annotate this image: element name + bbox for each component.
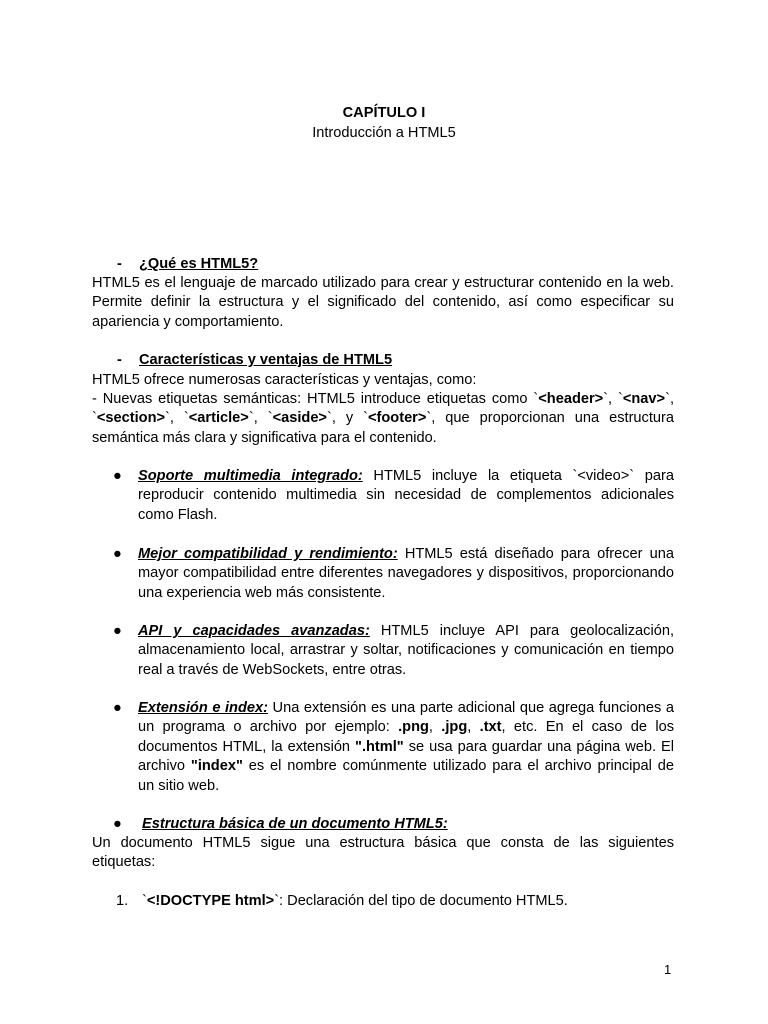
paragraph-features-intro: HTML5 ofrece numerosas características y ventajas, como: bbox=[92, 372, 477, 388]
code-tag: <nav> bbox=[622, 391, 666, 407]
text-run: se usa para guardar una página web. El archivo bbox=[138, 738, 674, 775]
code-tag: <footer> bbox=[368, 410, 427, 427]
numbered-item-doctype bbox=[116, 892, 568, 911]
bullet-lead: Mejor compatibilidad y rendimiento: bbox=[138, 546, 398, 562]
dash-marker: - bbox=[117, 256, 122, 272]
code-tag: <header> bbox=[538, 391, 604, 407]
text-run: `, ` bbox=[603, 391, 623, 407]
text-run: `, y ` bbox=[326, 410, 368, 427]
item-number: 1. bbox=[116, 893, 129, 909]
code-tag: <!DOCTYPE html> bbox=[146, 893, 275, 909]
text-run: ` bbox=[142, 893, 147, 909]
bullet-lead: Soporte multimedia integrado: bbox=[138, 468, 363, 484]
bullet-dot: ● bbox=[113, 700, 122, 716]
code-tag: <section> bbox=[96, 410, 166, 427]
heading-text: ¿Qué es HTML5? bbox=[139, 256, 259, 272]
file-extension: .png bbox=[398, 719, 429, 736]
bullet-multimedia bbox=[113, 467, 674, 525]
paragraph-semantic-tags bbox=[92, 390, 674, 448]
bullet-extension bbox=[113, 699, 675, 796]
chapter-title: CAPÍTULO I bbox=[342, 105, 426, 121]
text-run: , etc. En el caso de los documentos HTML, la extensión bbox=[138, 719, 675, 755]
file-extension: .jpg bbox=[441, 719, 468, 736]
text-run: `: Declaración del tipo de documento HTML5. bbox=[274, 893, 568, 909]
bullet-lead: API y capacidades avanzadas: bbox=[138, 623, 370, 639]
bullet-text: HTML5 incluye la etiqueta `<video>` para reproducir contenido multimedia sin necesidad de complementos adicionales como Flash. bbox=[138, 468, 674, 523]
file-extension: ".html" bbox=[355, 738, 404, 755]
text-run: `, ` bbox=[248, 410, 273, 427]
heading-text: Características y ventajas de HTML5 bbox=[139, 352, 393, 368]
paragraph-what-is: HTML5 es el lenguaje de marcado utilizado para crear y estructurar contenido en la web. Permite definir la estructura y el significado del contenido, así como especificar su apariencia y comportamiento. bbox=[92, 275, 674, 330]
bullet-structure-heading bbox=[113, 815, 674, 834]
file-extension: .txt bbox=[479, 719, 502, 736]
code-tag: <article> bbox=[188, 410, 249, 427]
page-number: 1 bbox=[664, 962, 672, 977]
bullet-dot: ● bbox=[113, 623, 122, 639]
text-run: `, ` bbox=[92, 391, 674, 427]
text-run: es el nombre comúnmente utilizado para el archivo principal de un sitio web. bbox=[138, 758, 674, 794]
paragraph-structure: Un documento HTML5 sigue una estructura básica que consta de las siguientes etiquetas: bbox=[92, 835, 674, 871]
dash-marker: - bbox=[117, 352, 122, 368]
text-run: - Nuevas etiquetas semánticas: HTML5 introduce etiquetas como ` bbox=[92, 391, 539, 407]
bullet-dot: ● bbox=[113, 816, 122, 832]
section-heading-features bbox=[117, 351, 392, 370]
bullet-lead: Estructura básica de un documento HTML5: bbox=[142, 816, 448, 832]
code-tag: <aside> bbox=[272, 410, 327, 427]
bullet-api bbox=[113, 622, 674, 680]
title-block bbox=[0, 103, 768, 143]
text-run: , bbox=[467, 719, 480, 736]
chapter-subtitle: Introducción a HTML5 bbox=[312, 125, 456, 141]
bullet-dot: ● bbox=[113, 468, 122, 484]
bullet-text: HTML5 incluye API para geolocalización, almacenamiento local, arrastrar y soltar, notificaciones y comunicación en tiempo real a través de WebSockets, entre otras. bbox=[138, 623, 674, 678]
bullet-lead: Extensión e index: bbox=[138, 700, 268, 716]
section-heading-what-is bbox=[117, 255, 258, 274]
text-run: Una extensión es una parte adicional que agrega funciones a un programa o archivo por ejemplo: bbox=[138, 700, 674, 736]
bullet-dot: ● bbox=[113, 546, 122, 562]
text-run: , bbox=[428, 719, 442, 736]
bullet-text: HTML5 está diseñado para ofrecer una mayor compatibilidad entre diferentes navegadores y dispositivos, proporcionando una experiencia web más consistente. bbox=[138, 546, 674, 601]
text-run: `, ` bbox=[165, 410, 189, 427]
text-run: `, que proporcionan una estructura semántica más clara y significativa para el contenido. bbox=[92, 410, 674, 446]
file-name: "index" bbox=[190, 758, 243, 775]
bullet-compatibility bbox=[113, 545, 674, 603]
